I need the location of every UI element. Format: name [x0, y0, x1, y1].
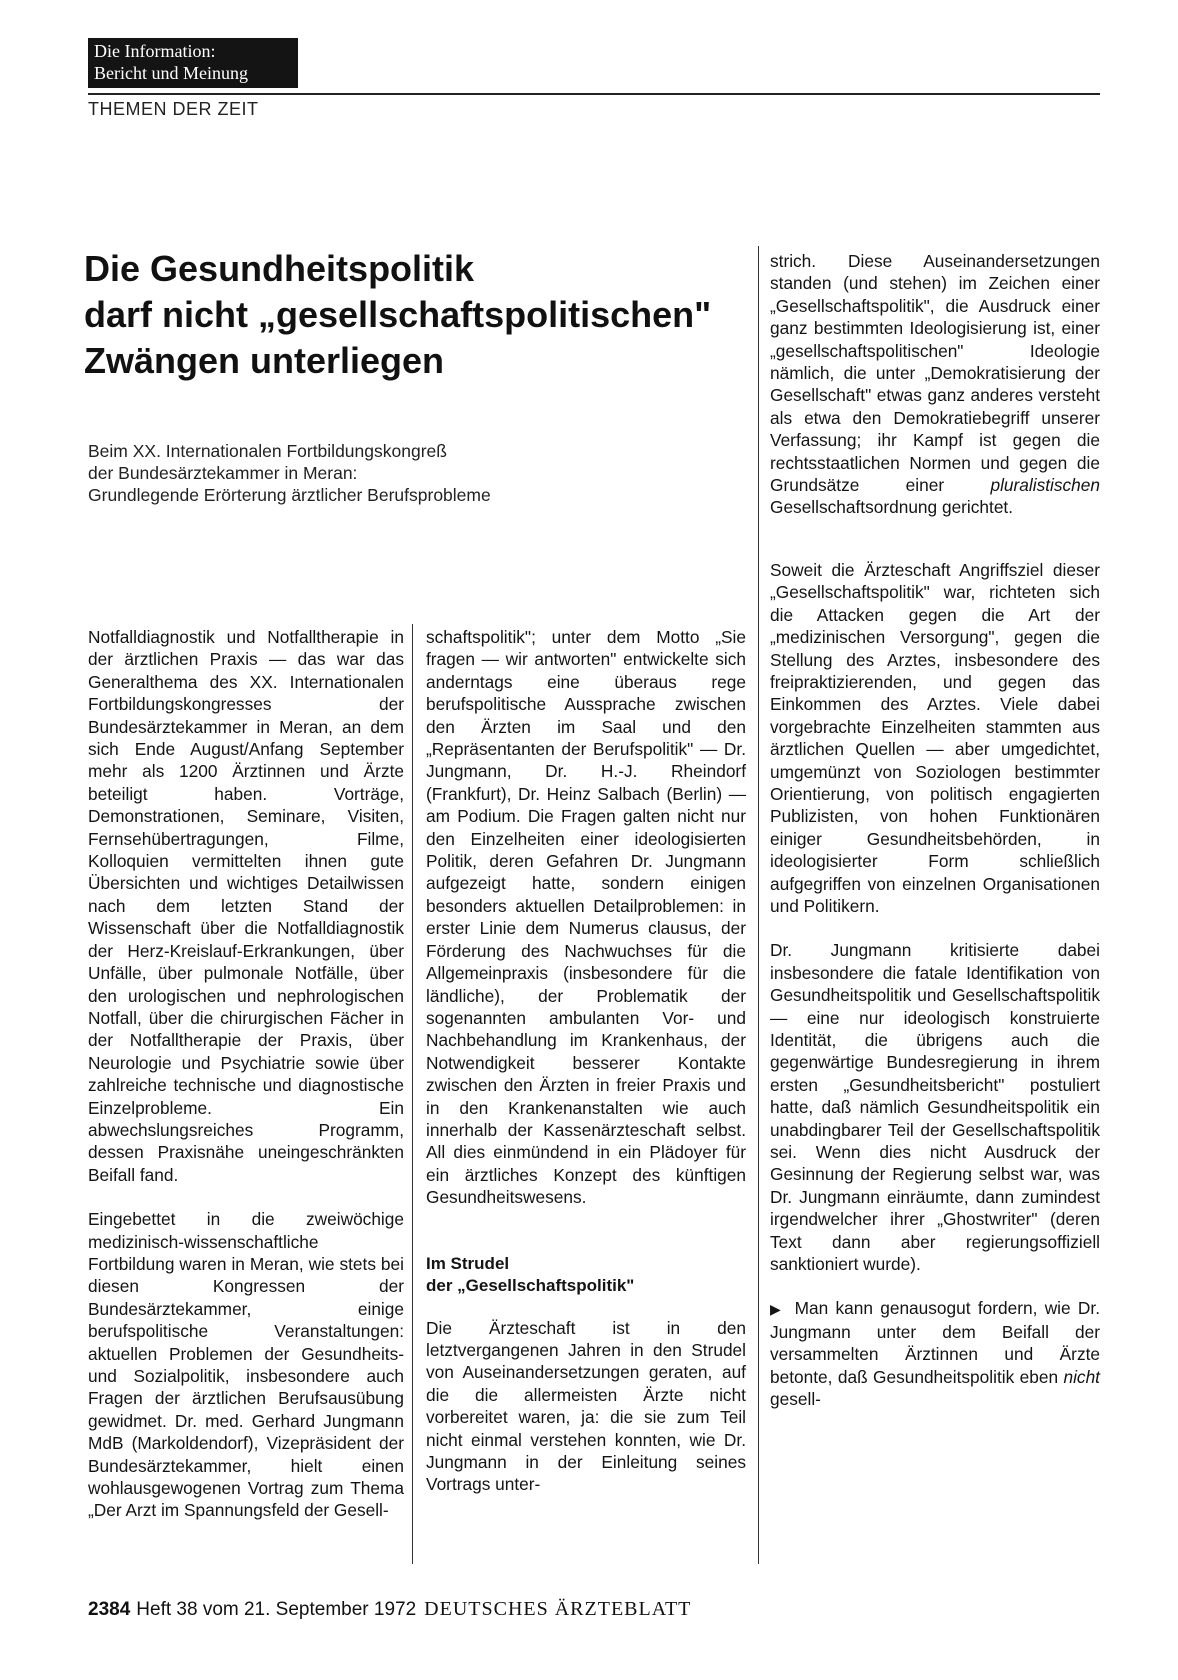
- col2-paragraph-1: schaftspolitik"; unter dem Motto „Sie fragen — wir antworten" entwickelte sich anderntags eine überaus rege berufspolitische Aussprache zwischen den Ärzten im Saal und den „Repräsentanten der Berufspolitik" — Dr. Jungmann, Dr. H.-J. Rheindorf (Frankfurt), Dr. Heinz Salbach (Berlin) — am Podium. Die Fragen galten nicht nur den Einzelheiten einer ideologisierten Politik, deren Gefahren Dr. Jungmann aufgezeigt hatte, sondern einigen besonders aktuellen Detailproblemen: in erster Linie dem Numerus clausus, der Förderung des Nachwuchses für die Allgemeinpraxis (insbesondere für die ländliche), der Problematik der sogenannten ambulanten Vor- und Nachbehandlung im Krankenhaus, der Notwendigkeit besserer Kontakte zwischen den Ärzten in freier Praxis und in den Krankenanstalten wie auch innerhalb der Kassenärzteschaft selbst. All dies einmündend in ein Plädoyer für ein ärztliches Konzept des künftigen Gesundheitswesens.: [426, 627, 746, 1208]
- article-subtitle: [88, 440, 708, 506]
- page-footer: [88, 1598, 691, 1621]
- journal-name: DEUTSCHES ÄRZTEBLATT: [424, 1598, 692, 1620]
- section-tag: [88, 38, 298, 88]
- subtitle-line-1: Beim XX. Internationalen Fortbildungskongreß: [88, 441, 447, 461]
- col1-paragraph-1: Notfalldiagnostik und Notfalltherapie in der ärztlichen Praxis — das war das Generalthema des XX. Internationalen Fortbildungskongresses der Bundesärztekammer in Meran, an dem sich Ende August/Anfang September mehr als 1200 Ärztinnen und Ärzte beteiligt haben. Vorträge, Demonstrationen, Seminare, Visiten, Fernsehübertragungen, Filme, Kolloquien vermittelten ihnen gute Übersichten und wichtiges Detailwissen nach dem letzten Stand der Wissenschaft über die Notfalldiagnostik der Herz-Kreislauf-Erkrankungen, über Unfälle, über pulmonale Notfälle, über den urologischen und nephrologischen Notfall, über die chirurgischen Fächer in der Notfalltherapie der Praxis, über Neurologie und Psychiatrie sowie über zahlreiche technische und diagnostische Einzelprobleme. Ein abwechslungsreiches Programm, dessen Praxisnähe uneingeschränkten Beifall fand.: [88, 627, 404, 1185]
- col2-subheading-line-1: Im Strudel: [426, 1253, 510, 1273]
- subtitle-line-2: der Bundesärztekammer in Meran:: [88, 463, 358, 483]
- column-rule-2: [758, 246, 759, 1564]
- col3-p4-text-b: gesell-: [770, 1389, 821, 1410]
- header-rule: [88, 93, 1100, 95]
- headline-line-3: Zwängen unterliegen: [84, 340, 445, 381]
- col3-p1-text-a: strich. Diese Auseinandersetzungen standen (und stehen) im Zeichen einer „Gesellschaftspolitik", die Ausdruck einer ganz bestimmten Ideologisierung ist, einer „gesellschaftspolitischen" Ideologie nämlich, die unter „Demokratisierung der Gesellschaft" etwas ganz anderes versteht als etwa den Demokratiebegriff unserer Verfassung; ihr Kampf ist gegen die rechtsstaatlichen Normen und gegen die Grundsätze einer: [770, 251, 1100, 496]
- col3-paragraph-1: [770, 250, 1100, 519]
- col3-p1-emphasis: pluralistischen: [990, 475, 1100, 496]
- col1-paragraph-2: Eingebettet in die zweiwöchige medizinisch-wissenschaftliche Fortbildung waren in Meran, wie stets bei diesen Kongressen der Bundesärztekammer, einige berufspolitische Veranstaltungen: aktuellen Problemen der Gesundheits- und Sozialpolitik, insbesondere auch Fragen der ärztlichen Berufsausübung gewidmet. Dr. med. Gerhard Jungmann MdB (Markoldendorf), Vizepräsident der Bundesärztekammer, hielt einen wohlausgewogenen Vortrag zum Thema „Der Arzt im Spannungsfeld der Gesell-: [88, 1209, 404, 1521]
- column-2: [426, 626, 746, 1518]
- col3-paragraph-4: [770, 1297, 1100, 1410]
- col2-paragraph-2: Die Ärzteschaft ist in den letztvergangenen Jahren in den Strudel von Auseinandersetzungen geraten, auf die die allermeisten Ärzte nicht vorbereitet waren, ja: die sie zum Teil nicht einmal verstehen konnten, wie Dr. Jungmann in der Einleitung seines Vortrags unter-: [426, 1317, 746, 1495]
- page-number: 2384: [88, 1599, 131, 1620]
- column-1: [88, 626, 404, 1544]
- headline-line-2: darf nicht „gesellschaftspolitischen": [84, 294, 712, 335]
- section-tag-line2: Bericht und Meinung: [94, 63, 248, 83]
- headline-line-1: Die Gesundheitspolitik: [84, 248, 475, 289]
- subtitle-line-3: Grundlegende Erörterung ärztlicher Berufsprobleme: [88, 485, 491, 505]
- col3-p4-text-a: Man kann genausogut fordern, wie Dr. Jungmann unter dem Beifall der versammelten Ärztinnen und Ärzte betonte, daß Gesundheitspolitik eben: [770, 1298, 1100, 1387]
- issue-info: Heft 38 vom 21. September 1972: [136, 1599, 417, 1620]
- section-label: THEMEN DER ZEIT: [88, 99, 259, 119]
- column-3: [770, 250, 1100, 1433]
- article-headline: [84, 246, 770, 384]
- col3-p4-emphasis: nicht: [1063, 1366, 1100, 1387]
- col3-paragraph-2: Soweit die Ärzteschaft Angriffsziel dieser „Gesellschaftspolitik" war, richteten sich die Attacken gegen die Art der „medizinischen Versorgung", gegen die Stellung des Arztes, insbesondere des freipraktizierenden, und gegen das Einkommen des Arztes. Viele dabei vorgebrachte Einzelheiten stammten aus ärztlichen Quellen — aber umgedichtet, umgemünzt von Soziologen bestimmter Orientierung, von politisch engagierten Publizisten, von hohen Funktionären einiger Gesundheitsbehörden, in ideologisierter Form schließlich aufgegriffen von einzelnen Organisationen und Politikern.: [770, 559, 1100, 916]
- section-tag-line1: Die Information:: [94, 41, 216, 61]
- col3-paragraph-3: Dr. Jungmann kritisierte dabei insbesondere die fatale Identifikation von Gesundheitspolitik und Gesellschaftspolitik — eine nur ideologisch konstruierte Identität, die übrigens auch die gegenwärtige Bundesregierung in ihrem ersten „Gesundheitsbericht" postuliert hatte, daß nämlich Gesundheitspolitik ein unabdingbarer Teil der Gesellschaftspolitik sei. Wenn dies nicht Ausdruck der Gesinnung der Regierung selbst war, was Dr. Jungmann einräumte, dann zumindest irgendwelcher ihrer „Ghostwriter" (deren Text dann aber regierungsoffiziell sanktioniert wurde).: [770, 940, 1100, 1275]
- column-rule-1: [412, 624, 413, 1564]
- triangle-bullet-icon: ▶: [770, 1301, 784, 1318]
- col2-subheading: [426, 1253, 746, 1297]
- col3-p1-text-b: Gesellschaftsordnung gerichtet.: [770, 497, 1014, 518]
- col2-subheading-line-2: der „Gesellschaftspolitik": [426, 1275, 635, 1295]
